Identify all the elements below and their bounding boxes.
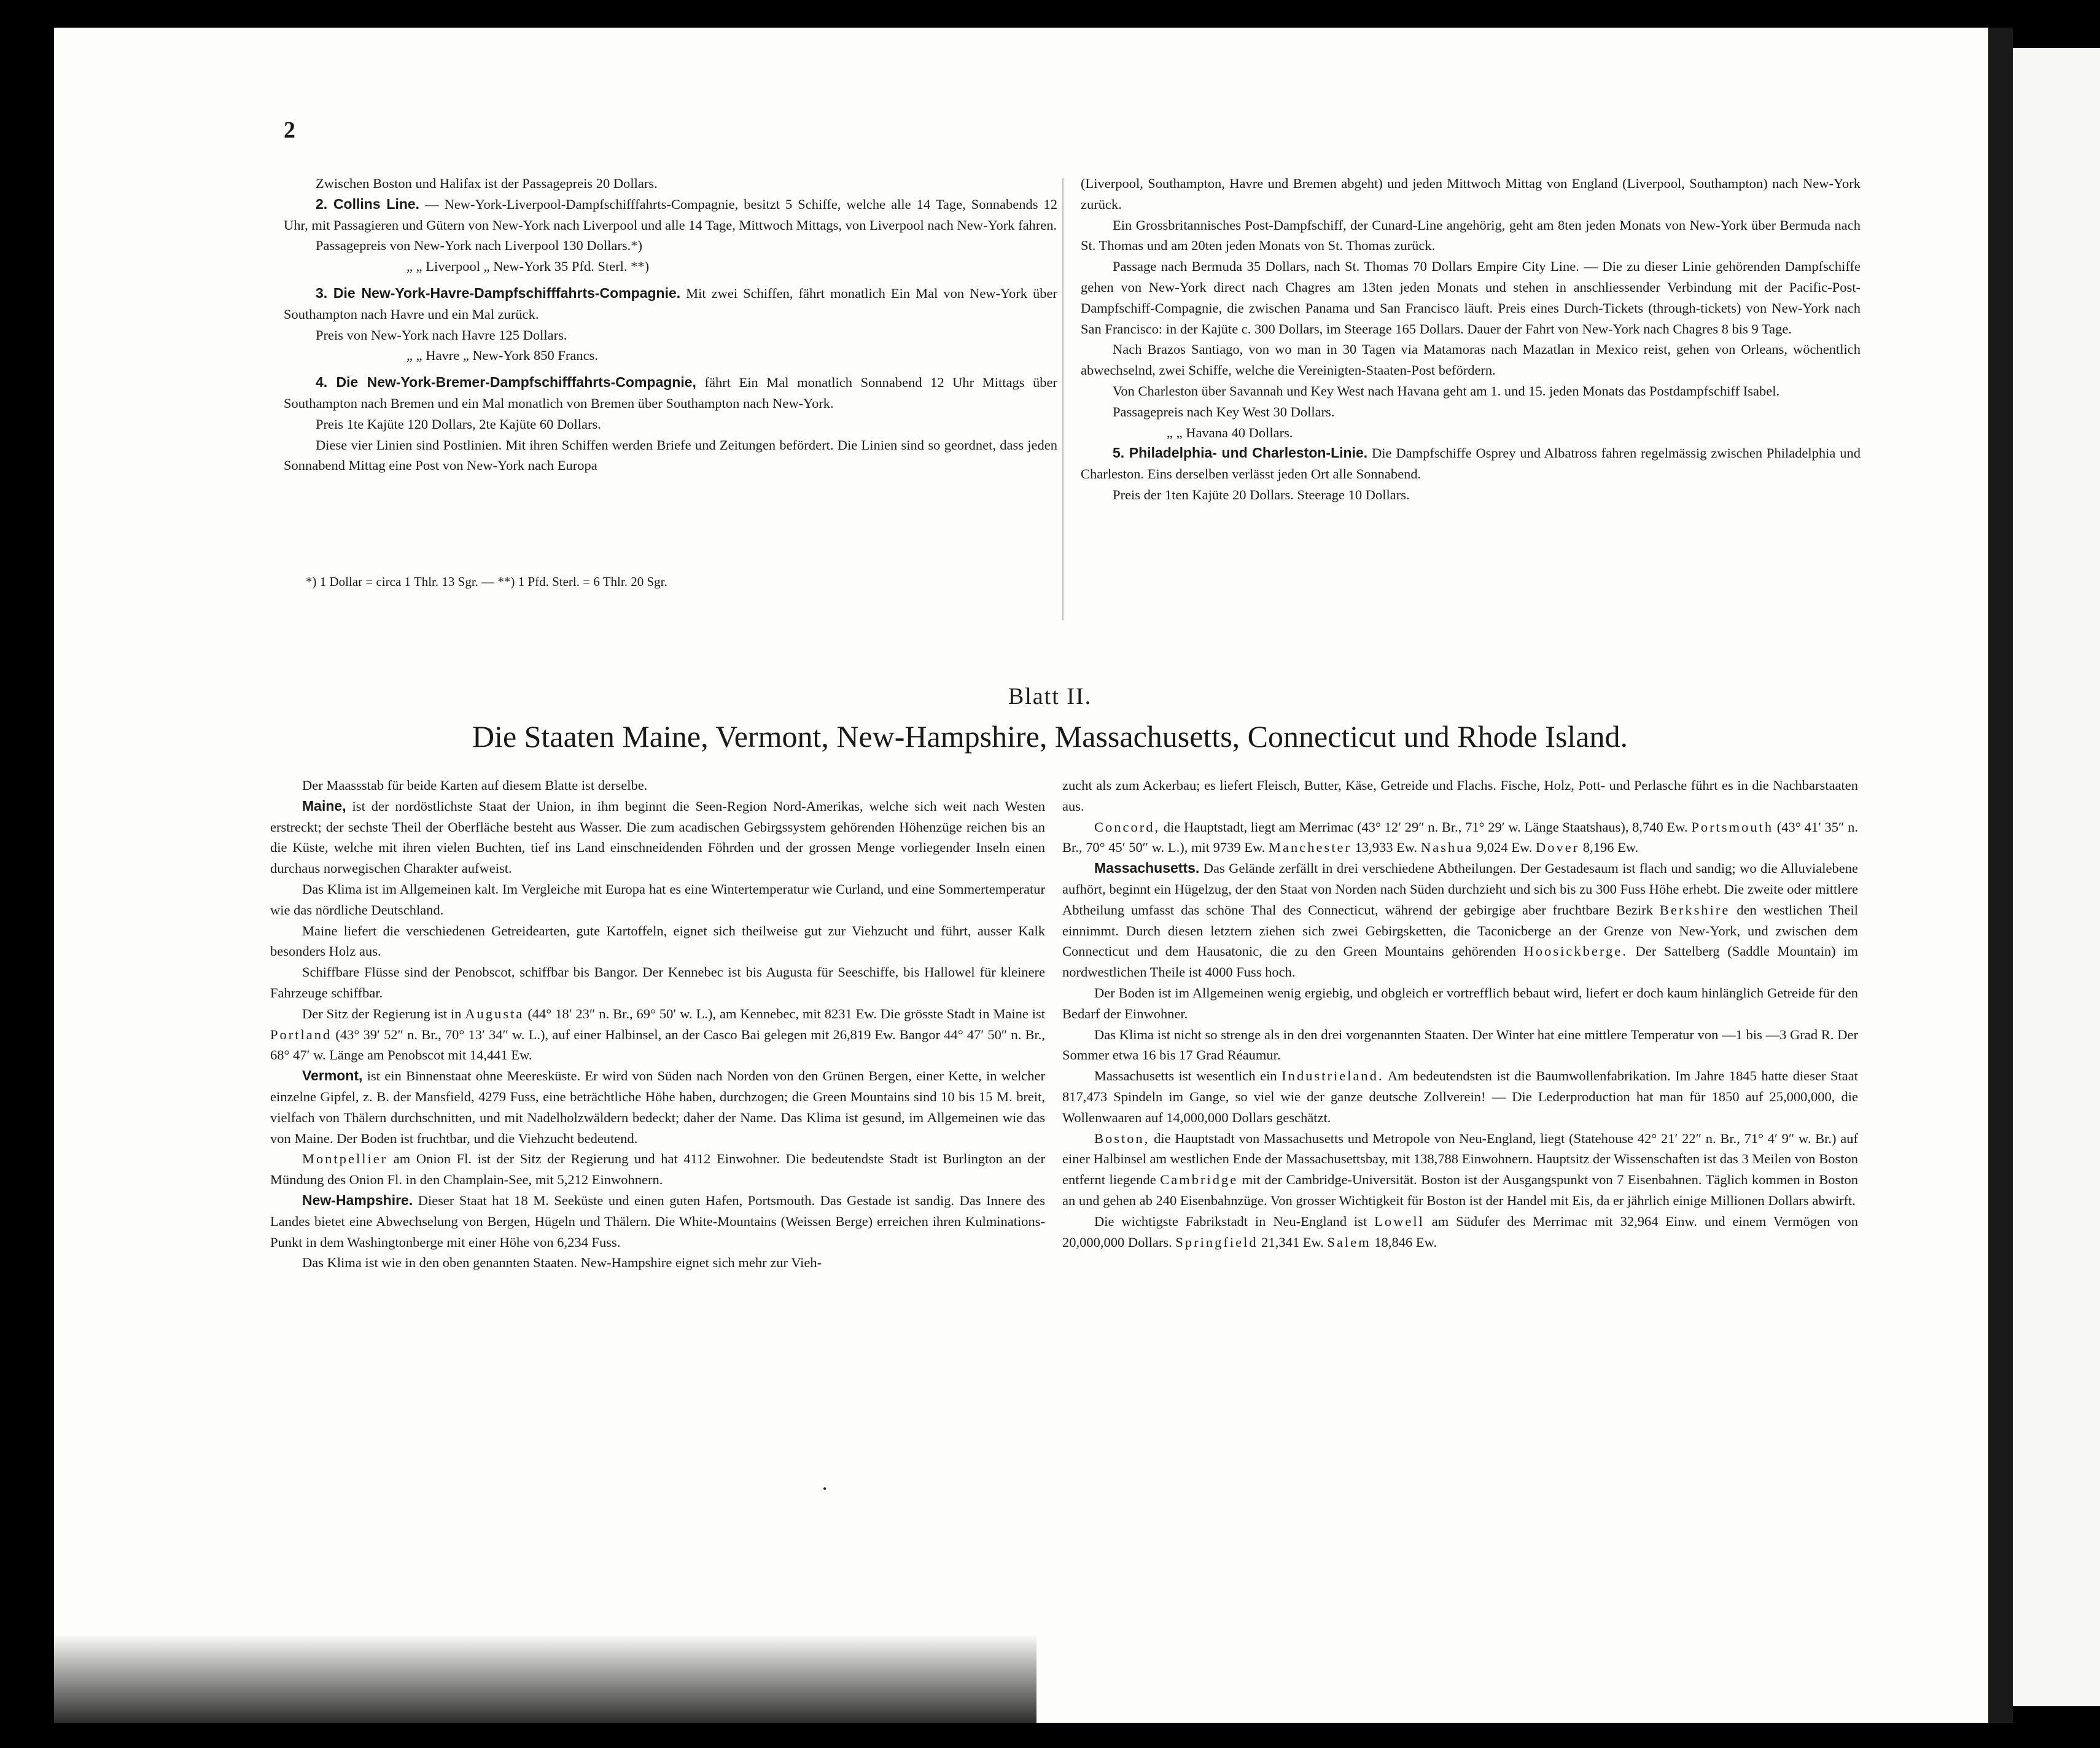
paragraph-havre: 3. Die New-York-Havre-Dampfschifffahrts-Compagnie. Mit zwei Schiffen, fährt monatlich Ein Mal von New-York über Southampton nach Havre und ein Mal zurück. — [284, 284, 1057, 322]
paragraph: Der Boden ist im Allgemeinen wenig ergiebig, und obgleich er vortrefflich bebaut wird, liefert er doch kaum hinlänglich Getreide für den Bedarf der Einwohner. — [1062, 985, 1858, 1021]
section-title: Die Staaten Maine, Vermont, New-Hampshire, Massachusetts, Connecticut und Rhode Island. — [472, 719, 1628, 754]
paragraph: zucht als zum Ackerbau; es liefert Fleisch, Butter, Käse, Getreide und Flachs. Fische, Holz, Pott- und Perlasche führt es in die Nachbarstaaten aus. — [1062, 778, 1858, 814]
paragraph: (Liverpool, Southampton, Havre und Bremen abgeht) und jeden Mittwoch Mittag von England (Liverpool, Southampton) nach New-York zurück. — [1081, 176, 1861, 212]
paragraph: Das Klima ist im Allgemeinen kalt. Im Vergleiche mit Europa hat es eine Wintertemperatur wie Curland, und eine Sommertemperatur wie das nördliche Deutschland. — [270, 881, 1045, 918]
price-line: „ „ Liverpool „ New-York 35 Pfd. Sterl. **) — [406, 259, 650, 275]
page-shadow — [54, 1634, 1036, 1726]
bottom-left-column — [270, 775, 1045, 1273]
heading-maine: Maine, — [302, 797, 346, 814]
paragraph: Ein Grossbritannisches Post-Dampfschiff, der Cunard-Line angehörig, geht am 8ten jeden Monats von New-York über Bermuda nach St. Thomas und am 20ten jeden Monats von St. Thomas zurück. — [1081, 217, 1861, 254]
page-number: 2 — [284, 117, 295, 143]
price-line: Preis von New-York nach Havre 125 Dollars. — [316, 327, 567, 343]
heading-massachusetts: Massachusetts. — [1094, 860, 1200, 876]
paragraph-montpellier: Montpellier am Onion Fl. ist der Sitz der Regierung und hat 4112 Einwohner. Die bedeutendste Stadt ist Burlington an der Mündung des Onion Fl. in den Champlain-See, mit 5,212 Einwohnern. — [270, 1151, 1045, 1188]
paragraph: Von Charleston über Savannah und Key West nach Havana geht am 1. und 15. jeden Monats das Postdampfschiff Isabel. — [1113, 383, 1780, 399]
paragraph: Zwischen Boston und Halifax ist der Passagepreis 20 Dollars. — [316, 176, 658, 191]
column-divider — [1062, 178, 1064, 620]
paragraph-concord: Concord, die Hauptstadt, liegt am Merrimac (43° 12′ 29″ n. Br., 71° 29′ w. Länge Staatshaus), 8,740 Ew. Portsmouth (43° 41′ 35″ n. Br., 70° 45′ 50″ w. L.), mit 9739 Ew. Manchester 13,933 Ew. Nashua 9,024 Ew. Dover 8,196 Ew. — [1062, 819, 1858, 856]
paragraph-collins: 2. Collins Line. — New-York-Liverpool-Dampfschifffahrts-Compagnie, besitzt 5 Schiffe, welche alle 14 Tage, Sonnabends 12 Uhr, mit Passagieren und Gütern von New-York nach Liverpool und alle 14 Tage, Mittwoch Mittags, von Liverpool nach New-York fahren. — [284, 195, 1057, 233]
paragraph: Maine liefert die verschiedenen Getreidearten, gute Kartoffeln, eignet sich theilweise gut zur Viehzucht und führt, ausser Kalk besonders Holz aus. — [270, 923, 1045, 959]
heading-new-hampshire: New-Hampshire. — [302, 1192, 413, 1208]
paragraph: Nach Brazos Santiago, von wo man in 30 Tagen via Matamoras nach Mazatlan in Mexico reist, gehen von Orleans, wöchentlich abwechselnd, zwei Schiffe, welche die Vereinigten-Staaten-Post befördern. — [1081, 341, 1861, 378]
paragraph-maine: Maine, ist der nordöstlichste Staat der Union, in ihm beginnt die Seen-Region Nord-Amerikas, welche sich weit nach Westen erstreckt; der sechste Theil der Oberfläche besteht aus Wasser. Die zum acadischen Gebirgssystem gehörenden Höhenzüge reichen bis an die Küste, welche mit ihren vielen Buchten, tief ins Land einschneidenden Föhrden und der grossen Menge vorliegender Inseln einen durchaus norwegischen Charakter aufweist. — [270, 797, 1045, 876]
paragraph: Passage nach Bermuda 35 Dollars, nach St. Thomas 70 Dollars Empire City Line. — Die zu dieser Linie gehörenden Dampfschiffe gehen von New-York direct nach Chagres am 13ten jeden Monats und stehen in anschliessender Verbindung mit der Pacific-Post-Dampfschiff-Compagnie, die zwischen Panama und San Francisco läuft. Preis eines Durch-Tickets (through-tickets) von New-York nach San Francisco: in der Kajüte c. 300 Dollars, im Steerage 165 Dollars. Dauer der Fahrt von New-York nach Chagres 8 bis 9 Tage. — [1081, 259, 1861, 337]
paragraph-boston: Boston, die Hauptstadt von Massachusetts und Metropole von Neu-England, liegt (Statehouse 42° 21′ 22″ n. Br., 71° 4′ 9″ w. Br.) auf einer Halbinsel am westlichen Ende der Massachusettsbay, mit 138,788 Einwohnern. Hauptsitz der Wissenschaften ist das 3 Meilen von Boston entfernt liegende Cambridge mit der Cambridge-Universität. Boston ist der Ausgangspunkt von 7 Eisenbahnen. Täglich kommen in Boston an und gehen ab 240 Eisenbahnzüge. Von grosser Wichtigkeit für Boston ist der Handel mit Eis, da er jährlich einige Millionen Dollars abwirft. — [1062, 1130, 1858, 1208]
paragraph: Schiffbare Flüsse sind der Penobscot, schiffbar bis Bangor. Der Kennebec ist bis Augusta für Seeschiffe, bis Hallowel für kleinere Fahrzeuge schiffbar. — [270, 964, 1045, 1001]
heading-bremen-line: 4. Die New-York-Bremer-Dampfschifffahrts-Compagnie, — [316, 374, 696, 391]
price-line: „ „ Havana 40 Dollars. — [1167, 424, 1293, 440]
paragraph-capital: Der Sitz der Regierung ist in Augusta (44° 18′ 23″ n. Br., 69° 50′ w. L.), am Kennebec, mit 8231 Ew. Die grösste Stadt in Maine ist Portland (43° 39′ 52″ n. Br., 70° 13′ 34″ w. L.), auf einer Halbinsel, an der Casco Bai gelegen mit 26,819 Ew. Bangor 44° 47′ 50″ n. Br., 68° 47′ w. Länge am Penobscot mit 14,441 Ew. — [270, 1005, 1045, 1063]
paragraph-philadelphia: 5. Philadelphia- und Charleston-Linie. Die Dampfschiffe Osprey und Albatross fahren regelmässig zwischen Philadelphia und Charleston. Eins derselben verlässt jeden Ort alle Sonnabend. — [1081, 445, 1861, 482]
paragraph-lowell: Die wichtigste Fabrikstadt in Neu-England ist Lowell am Südufer des Merrimac mit 32,964 Einw. und einem Vermögen von 20,000,000 Dollars. Springfield 21,341 Ew. Salem 18,846 Ew. — [1062, 1213, 1858, 1250]
adjacent-page-edge — [2013, 48, 2100, 1706]
book-spine — [1988, 28, 2013, 1723]
heading-collins-line: 2. Collins Line. — [316, 195, 420, 212]
price-line: Preis der 1ten Kajüte 20 Dollars. Steerage 10 Dollars. — [1113, 486, 1410, 502]
price-line: „ „ Havre „ New-York 850 Francs. — [406, 348, 599, 364]
price-line: Preis 1te Kajüte 120 Dollars, 2te Kajüte 60 Dollars. — [316, 416, 601, 432]
price-line: Passagepreis nach Key West 30 Dollars. — [1113, 404, 1335, 419]
paragraph-industry: Massachusetts ist wesentlich ein Industrieland. Am bedeutendsten ist die Baumwollenfabrikation. Im Jahre 1845 hatte dieser Staat 817,473 Spindeln im Gange, so viel wie der ganze deutsche Zollverein! — Die Lederproduction hat man für 1850 auf 25,000,000, die Wollenwaaren auf 14,000,000 Dollars geschätzt. — [1062, 1068, 1858, 1125]
paragraph: Der Maassstab für beide Karten auf diesem Blatte ist derselbe. — [302, 778, 648, 793]
paragraph-new-hampshire: New-Hampshire. Dieser Staat hat 18 M. Seeküste und einen guten Hafen, Portsmouth. Das Gestade ist sandig. Das Innere des Landes bietet eine Abwechselung von Bergen, Hügeln und Thälern. Die White-Mountains (Weissen Berge) erreichen ihren Kulminations-Punkt in dem Washingtonberge mit einer Höhe von 6,234 Fuss. — [270, 1192, 1045, 1250]
paragraph-massachusetts: Massachusetts. Das Gelände zerfällt in drei verschiedene Abtheilungen. Der Gestadesaum ist flach und sandig; wo die Alluvialebene aufhört, beginnt ein Hügelzug, der den Staat von Norden nach Süden durchzieht und sich bis zu 300 Fuss Höhe erhebt. Die zweite oder mittlere Abtheilung umfasst das schöne Thal des Connecticut, während der gebirgige aber fruchtbare Bezirk Berkshire den westlichen Theil einnimmt. Durch diesen letztern ziehen sich zwei Gebirgsketten, die Taconicberge an der Grenze von New-York, und zwischen dem Connecticut und dem Hausatonic, die zu den Green Mountains gehörenden Hoosickberge. Der Sattelberg (Saddle Mountain) im nordwestlichen Theile ist 4000 Fuss hoch. — [1062, 860, 1858, 980]
heading-havre-line: 3. Die New-York-Havre-Dampfschifffahrts-Compagnie. — [316, 284, 681, 301]
heading-vermont: Vermont, — [302, 1067, 363, 1084]
paragraph: Das Klima ist wie in den oben genannten Staaten. New-Hampshire eignet sich mehr zur Vieh- — [302, 1255, 822, 1271]
paragraph-bremen: 4. Die New-York-Bremer-Dampfschifffahrts-Compagnie, fährt Ein Mal monatlich Sonnabend 12 Uhr Mittags über Southampton nach Bremen und ein Mal monatlich von Bremen über Southampton nach New-York. — [284, 374, 1057, 411]
printer-mark: • — [823, 1483, 827, 1495]
sheet-label: Blatt II. — [1008, 684, 1092, 709]
paragraph: Diese vier Linien sind Postlinien. Mit ihren Schiffen werden Briefe und Zeitungen befördert. Die Linien sind so geordnet, dass jeden Sonnabend Mittag eine Post von New-York nach Europa — [284, 437, 1057, 474]
heading-philadelphia-line: 5. Philadelphia- und Charleston-Linie. — [1113, 445, 1368, 461]
footnote: *) 1 Dollar = circa 1 Thlr. 13 Sgr. — **) 1 Pfd. Sterl. = 6 Thlr. 20 Sgr. — [306, 574, 667, 589]
top-left-column — [284, 173, 1057, 476]
bottom-right-column — [1062, 775, 1858, 1252]
paragraph: Das Klima ist nicht so strenge als in den drei vorgenannten Staaten. Der Winter hat eine mittlere Temperatur von —1 bis —3 Grad R. Der Sommer etwa 16 bis 17 Grad Réaumur. — [1062, 1026, 1858, 1063]
price-line: Passagepreis von New-York nach Liverpool 130 Dollars.*) — [316, 238, 642, 254]
paragraph-vermont: Vermont, ist ein Binnenstaat ohne Meeresküste. Er wird von Süden nach Norden von den Grünen Bergen, einer Kette, in welcher einzelne Gipfel, z. B. der Mansfield, 4279 Fuss, eine beträchtliche Höhe haben, durchzogen; die Green Mountains sind 10 bis 15 M. breit, vielfach von Thälern durchschnitten, und mit Nadelholzwäldern bedeckt; daher der Name. Das Klima ist gesund, im Allgemeinen wie das von Maine. Der Boden ist fruchtbar, und die Viehzucht bedeutend. — [270, 1067, 1045, 1146]
top-right-column — [1081, 173, 1861, 505]
